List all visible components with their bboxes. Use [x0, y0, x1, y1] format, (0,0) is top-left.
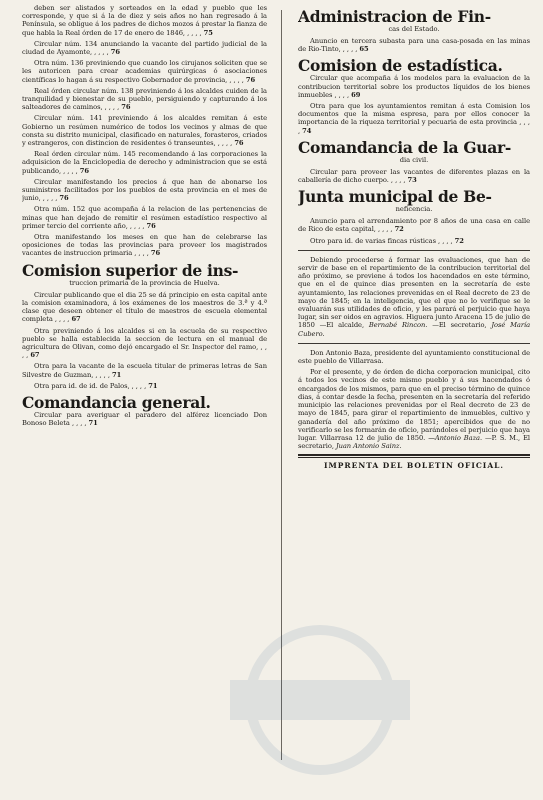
heading-administracion-fincas-sub: cas del Estado. — [388, 25, 440, 33]
notice-villarrasa-sign-secretario: Juan Antonio Sainz. — [335, 442, 402, 451]
index-entry-page: 76 — [146, 221, 156, 230]
index-entry-page: 67 — [71, 315, 81, 324]
index-entry-text: Real órden circular núm. 138 previniendo á los alcaldes cuiden de la tranquilidad y bienestar de su pueblo, persiguiendo y capturando á los salteadores de caminos, — [22, 86, 267, 112]
index-entry-page: 74 — [302, 126, 312, 135]
index-entry-page: 65 — [359, 45, 369, 54]
index-entry-text: Circular núm. 141 previniendo á los alcaldes remitan á este Gobierno un resúmen numérico de todos los vecinos y almas de que consta su distrito municipal, clasificado en naturales, forasteros, criados y estrangeros, con distincion de residentes ó transeuntes, — [22, 114, 267, 148]
index-entry-page: 73 — [407, 176, 417, 185]
index-entry-page: 67 — [30, 351, 40, 360]
imprenta-footer: IMPRENTA DEL BOLETIN OFICIAL. — [323, 461, 505, 471]
index-entry-text: Real órden circular núm. 145 recomendando á las corporaciones la adquisicion de la Enciclopedia de derecho y administracion que se está publicando, — [22, 150, 267, 175]
footer-rule-top — [298, 454, 530, 456]
index-entry-text: Otra núm. 136 previniendo que cuando los cirujanos soliciten que se les autoricen para crear academias quirúrgicas ó asociaciones científicas lo hagan á su respectivo Gobernador de provincia, — [22, 59, 267, 84]
index-entry-page: 69 — [351, 90, 361, 99]
index-entry-leader: , , , , — [95, 370, 112, 379]
heading-junta-beneficencia-sub: neficencia. — [395, 205, 433, 214]
index-entry-text: deben ser alistados y sorteados en la edad y pueblo que les corresponde, y que si á la de diez y seis años no han regresado á la Península, se obligue á los padres de dichos mozos á prestar la fianza de que habla la Real órden de 17 de enero de 1846, — [22, 4, 267, 37]
index-entry-leader: , , , , — [42, 194, 60, 203]
index-entry-page: 71 — [88, 419, 98, 428]
column-divider — [281, 10, 282, 760]
index-entry-page: 76 — [121, 103, 131, 112]
footer-rule-bottom — [298, 457, 530, 458]
index-entry-text: Otra previniendo á los alcaldes si en la escuela de su respectivo pueblo se halla establecida la seccion de lectura en el manual de agricultura de Olivan, como dejó encargado el Sr. Inspector del ramo, — [22, 326, 267, 351]
index-entry-leader: , , , , — [94, 48, 111, 57]
index-entry-page: 76 — [79, 166, 89, 175]
left-column — [22, 4, 267, 796]
index-entry-leader: , , , , — [63, 166, 80, 175]
index-entry-text: Circular para averiguar el paradero del alférez licenciado Don Bonoso Beleta — [22, 410, 267, 428]
heading-comision-estadistica: Comision de estadística. — [298, 56, 503, 76]
left-entries-bottom — [22, 411, 267, 427]
heading-administracion-fincas: Administracion de Fin- — [298, 7, 491, 26]
index-entry — [22, 327, 267, 360]
index-entry — [298, 237, 530, 245]
index-entry-leader: , , , , — [438, 236, 455, 245]
right-entries-4 — [298, 217, 530, 245]
index-entry-leader: , , , , — [377, 225, 395, 234]
index-entry-text: Circular que acompaña á los modelos para la evaluacion de la contribucion territorial sobre los productos líquidos de los bienes inmuebles — [298, 74, 530, 99]
left-entries-top — [22, 4, 267, 258]
right-column — [298, 4, 530, 796]
index-entry — [22, 4, 267, 37]
index-entry — [22, 59, 267, 84]
index-entry-text: Otra para la vacante de la escuela titular de primeras letras de San Silvestre de Guzman, — [22, 362, 267, 379]
index-entry-leader: , , , , — [298, 118, 530, 135]
index-entry — [22, 114, 267, 147]
index-entry-page: 76 — [150, 249, 161, 258]
notice-higuera-sign-secretario: José María Cubero. — [298, 321, 530, 338]
index-entry-leader: , , , , — [187, 28, 204, 37]
heading-guardia-civil: Comandancia de la Guar- — [298, 137, 511, 157]
index-entry-text: Otra para id. de id. de Palos, — [34, 381, 132, 390]
notice-higuera — [298, 256, 530, 338]
index-entry-page: 76 — [110, 48, 120, 57]
index-entry-page: 72 — [454, 236, 464, 245]
index-entry — [22, 382, 267, 390]
index-entry-leader: , , , , — [104, 103, 122, 112]
index-entry — [22, 291, 267, 324]
index-entry-page: 75 — [203, 28, 213, 37]
heading-comandancia-general: Comandancia general. — [22, 392, 211, 412]
index-entry — [298, 102, 530, 135]
notice-higuera-sign-mid: —El secretario, — [432, 321, 487, 330]
right-entries-1 — [298, 37, 530, 53]
index-entry — [298, 217, 530, 233]
index-entry-leader: , , , , — [334, 90, 352, 99]
heading-comision-superior-sub: truccion primaria de la provincia de Huelva. — [69, 278, 220, 287]
index-entry-text: Otro para id. de varias fincas rústicas — [310, 236, 439, 245]
index-entry-text: Circular publicando que el dia 25 se dá principio en esta capital ante la comision examinadora, á los exámenes de los maestros de 3.ª y 4.ª clase que deseen obtener el título de maestros de escuela elemental completa — [22, 290, 267, 324]
index-entry — [22, 233, 267, 258]
right-entries-2 — [298, 74, 530, 134]
notice-villarrasa — [298, 368, 530, 450]
index-entry — [22, 362, 267, 378]
notice-villarrasa-body: Por el presente, y de órden de dicha corporacion municipal, cito á todos los vecinos de este mismo pueblo y á sus hacendados ó encargados de los mismos, para que en el preciso término de quince dias, á contar desde la fecha, presenten en la secretaría del referido municipio las relaciones prevenidas por el Real decreto de 23 de mayo de 1845, para girar el repartimiento de inmuebles, cultivo y ganadería del año próximo de 1851; apercibidos que de no verificarlo se les formarán de oficio, parándoles el perjuicio que haya lugar. Villarrasa 12 de julio de 1850. — [298, 368, 530, 442]
notice-villarrasa-sign-presidente: —Antonio Baza. — [428, 433, 483, 442]
index-entry — [298, 74, 530, 99]
index-entry — [22, 40, 267, 56]
heading-junta-beneficencia: Junta municipal de Be- — [298, 187, 492, 207]
index-entry-page: 72 — [394, 225, 404, 234]
index-entry-text: Circular núm. 134 anunciando la vacante del partido judicial de la ciudad de Ayamonte, — [22, 39, 267, 57]
left-entries-mid — [22, 291, 267, 390]
index-entry-leader: , , , , — [129, 221, 147, 230]
index-entry — [22, 411, 267, 427]
index-entry-page: 76 — [59, 194, 69, 203]
index-entry-text: Circular manifestando los precios á que han de abonarse los suministros facilitados por los pueblos de esta provincia en el mes de junio, — [22, 177, 267, 203]
index-entry-page: 76 — [234, 139, 244, 148]
heading-comision-superior: Comision superior de ins- — [22, 260, 239, 280]
notice-villarrasa-head: Don Antonio Baza, presidente del ayuntamiento constitucional de este pueblo de Villarrasa. — [298, 348, 530, 366]
section-rule-2 — [298, 343, 530, 344]
index-entry — [298, 168, 530, 184]
index-entry-text: Otra para que los ayuntamientos remitan á esta Comision los documentos que la misma espresa, para por ellos conocer la importancia de la riqueza territorial y pecuaria de esta provincia — [298, 102, 530, 127]
index-entry-leader: , , , , — [71, 419, 89, 428]
section-rule — [298, 250, 530, 251]
index-entry-text: Circular para proveer las vacantes de diferentes plazas en la caballería de dicho cuerpo. — [298, 167, 530, 185]
heading-guardia-civil-sub: dia civil. — [399, 155, 429, 164]
index-entry-page: 71 — [148, 381, 158, 390]
index-entry — [298, 37, 530, 53]
index-entry-page: 76 — [245, 75, 256, 84]
index-entry-leader: , , , , — [217, 139, 235, 148]
index-entry-leader: , , , , — [131, 381, 149, 390]
index-entry-leader: , , , , — [342, 45, 360, 54]
notice-villarrasa-sign-mid: —P. S. M., El secretario, — [298, 433, 530, 451]
index-entry-leader: , , , , — [390, 176, 408, 185]
index-entry — [22, 178, 267, 203]
index-entry — [22, 150, 267, 175]
index-entry — [22, 205, 267, 230]
index-entry-leader: , , , , — [134, 249, 151, 258]
index-entry-leader: , , , , — [229, 75, 246, 84]
right-entries-3 — [298, 168, 530, 184]
notice-higuera-sign-alcalde: Bernabé Rincon. — [368, 321, 428, 330]
index-entry-text: Anuncio para el arrendamiento por 8 años de una casa en calle de Rico de esta capital, — [298, 217, 530, 234]
notice-higuera-body: Debiendo procederse á formar las evaluaciones, que han de servir de base en el repartimiento de la contribucion territorial del año próximo, se previene á todos los hacendados en este término, que en el de quince dias presenten en la secretaría de este ayuntamiento, las relaciones prevenidas en el Real decreto de 23 de mayo de 1845; en la inteligencia, que el que no lo verifique se le evaluarán sus utilidades de oficio, y les parará el perjuicio que haya lugar, sin ser oidos en agravios. Higuera junto Aracena 15 de julio de 1850 —El alcalde, — [298, 255, 530, 330]
index-entry-page: 71 — [111, 370, 122, 379]
index-entry-leader: , , , , — [54, 315, 72, 324]
index-entry-text: Anuncio en tercera subasta para una casa-posada en las minas de Rio-Tinto, — [298, 37, 530, 54]
index-entry-text: Otra núm. 152 que acompaña á la relacion de las pertenencias de minas que han dejado de remitir el resúmen estadístico respectivo al primer tercio del corriente año, — [22, 205, 267, 230]
index-entry-leader: , , , , — [22, 342, 267, 360]
index-entry — [22, 87, 267, 112]
index-entry-text: Otra manifestando los meses en que han de celebrarse las oposiciones de todas las provincias para proveer los magistrados vacantes de instruccion primaria — [22, 233, 267, 258]
